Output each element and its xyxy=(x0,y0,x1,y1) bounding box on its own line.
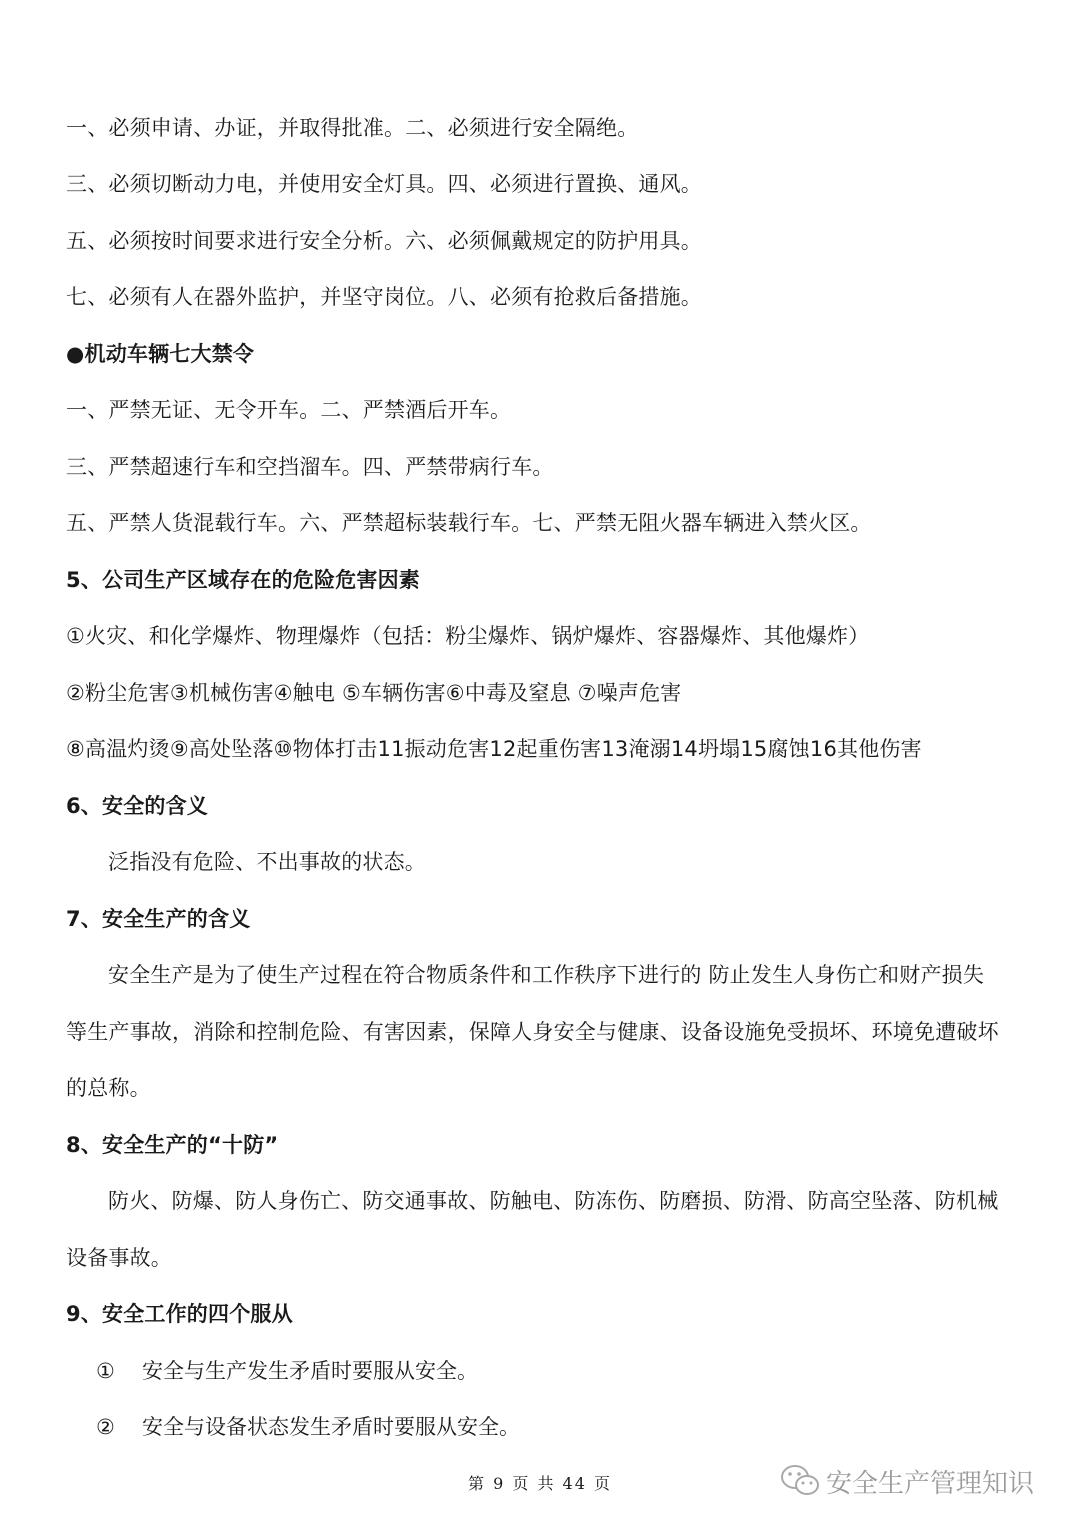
section-heading-vehicle-prohibitions: ●机动车辆七大禁令 xyxy=(66,342,255,366)
text-line-3: 五、必须按时间要求进行安全分析。六、必须佩戴规定的防护用具。 xyxy=(66,229,702,253)
list-number-2: ② xyxy=(96,1415,115,1439)
text-line-18: 的总称。 xyxy=(66,1076,151,1100)
text-line-17: 等生产事故，消除和控制危险、有害因素，保障人身安全与健康、设备设施免受损坏、环境免遭破坏 xyxy=(66,1020,999,1044)
section-heading-9: 9、安全工作的四个服从 xyxy=(66,1302,293,1326)
wechat-icon xyxy=(780,1463,820,1499)
text-line-1: 一、必须申请、办证，并取得批准。二、必须进行安全隔绝。 xyxy=(66,116,639,140)
section-heading-6: 6、安全的含义 xyxy=(66,794,209,818)
text-line-14: 泛指没有危险、不出事故的状态。 xyxy=(108,850,426,874)
text-line-16: 安全生产是为了使生产过程在符合物质条件和工作秩序下进行的 防止发生人身伤亡和财产损失 xyxy=(108,963,985,987)
watermark xyxy=(780,1461,1034,1501)
text-line-6: 一、严禁无证、无令开车。二、严禁酒后开车。 xyxy=(66,398,512,422)
section-heading-8: 8、安全生产的“十防” xyxy=(66,1133,279,1157)
text-line-8: 五、严禁人货混载行车。六、严禁超标装载行车。七、严禁无阻火器车辆进入禁火区。 xyxy=(66,511,872,535)
page-footer: 第 9 页 共 44 页 xyxy=(468,1474,612,1493)
text-line-10: ①火灾、和化学爆炸、物理爆炸（包括：粉尘爆炸、锅炉爆炸、容器爆炸、其他爆炸） xyxy=(66,624,870,648)
section-heading-5: 5、公司生产区域存在的危险危害因素 xyxy=(66,568,421,592)
text-line-12: ⑧高温灼烫⑨高处坠落⑩物体打击11振动危害12起重伤害13淹溺14坍塌15腐蚀16其他伤害 xyxy=(66,737,922,761)
text-line-2: 三、必须切断动力电，并使用安全灯具。四、必须进行置换、通风。 xyxy=(66,172,702,196)
section-heading-7: 7、安全生产的含义 xyxy=(66,907,251,931)
watermark-text: 安全生产管理知识 xyxy=(826,1468,1035,1499)
text-line-21: 设备事故。 xyxy=(66,1246,172,1270)
list-item-2: 安全与设备状态发生矛盾时要服从安全。 xyxy=(142,1415,520,1439)
text-line-11: ②粉尘危害③机械伤害④触电 ⑤车辆伤害⑥中毒及窒息 ⑦噪声危害 xyxy=(66,681,682,705)
list-item-1: 安全与生产发生矛盾时要服从安全。 xyxy=(142,1359,478,1383)
text-line-20: 防火、防爆、防人身伤亡、防交通事故、防触电、防冻伤、防磨损、防滑、防高空坠落、防机械 xyxy=(108,1189,999,1213)
list-number-1: ① xyxy=(96,1359,115,1383)
text-line-7: 三、严禁超速行车和空挡溜车。四、严禁带病行车。 xyxy=(66,455,554,479)
text-line-4: 七、必须有人在器外监护，并坚守岗位。八、必须有抢救后备措施。 xyxy=(66,285,702,309)
